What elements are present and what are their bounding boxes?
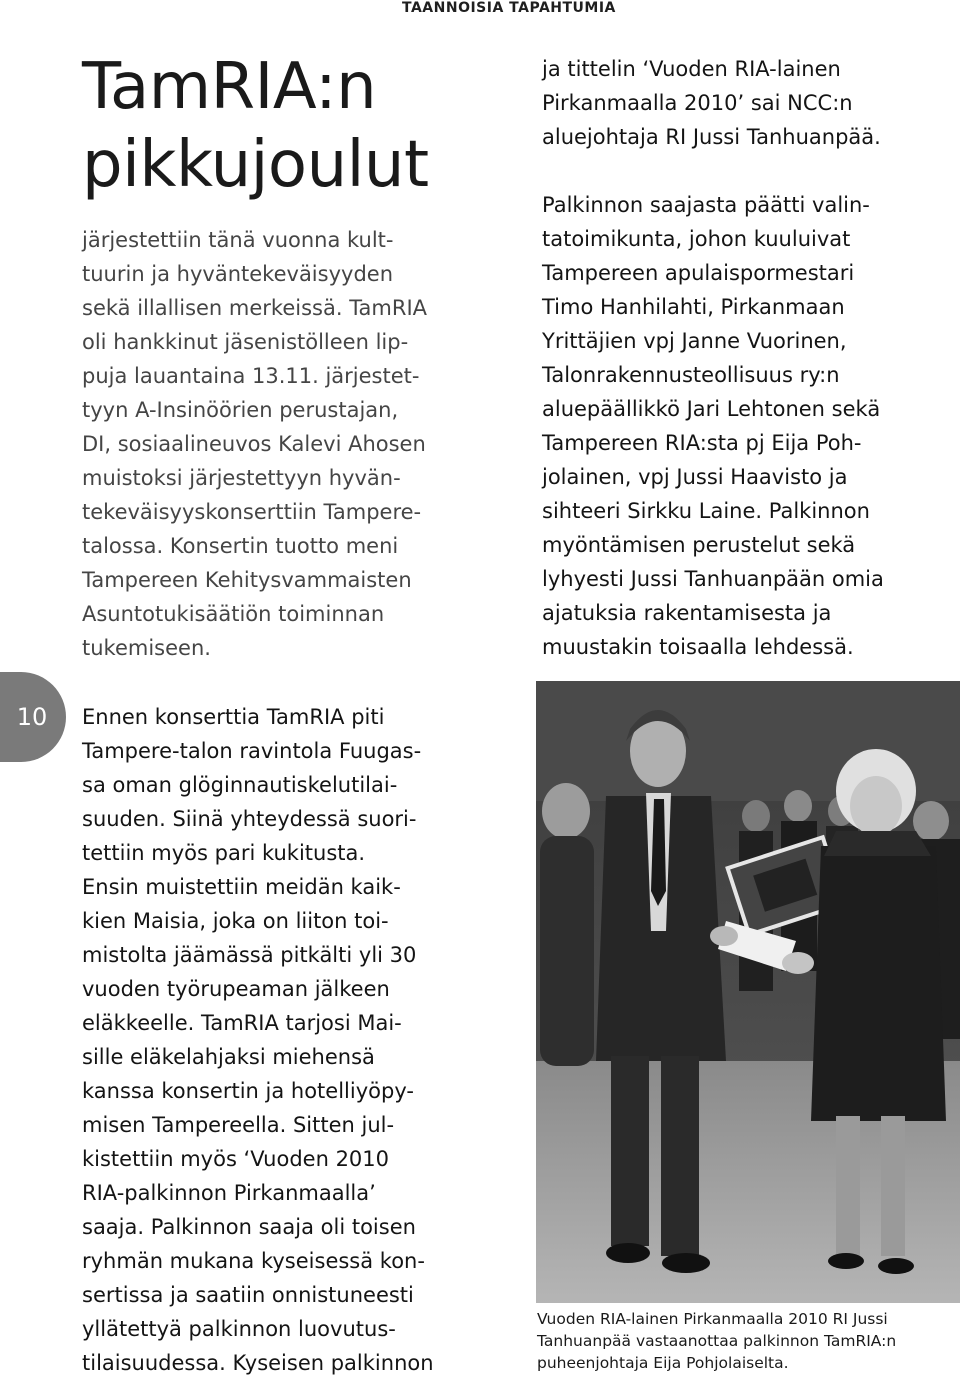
paragraph-line: Ensin muistettiin meidän kaik- (82, 875, 401, 899)
article-title-line: pikkujoulut (82, 128, 429, 202)
paragraph-line: mistolta jäämässä pitkälti yli 30 (82, 943, 417, 967)
paragraph-line: ja tittelin ‘Vuoden RIA-lainen (542, 57, 841, 81)
paragraph-line (542, 154, 884, 188)
paragraph-line: jolainen, vpj Jussi Haavisto ja (542, 465, 848, 489)
body-column-left-top (82, 223, 427, 665)
paragraph-line: tuurin ja hyväntekeväisyyden (82, 262, 394, 286)
paragraph-line: RIA-palkinnon Pirkanmaalla’ (82, 1181, 376, 1205)
paragraph-line: DI, sosiaalineuvos Kalevi Ahosen (82, 432, 426, 456)
paragraph-line: sa oman glöginnautiskelutilai- (82, 773, 398, 797)
paragraph-line: Yrittäjien vpj Janne Vuorinen, (542, 329, 847, 353)
paragraph-line: aluejohtaja RI Jussi Tanhuanpää. (542, 125, 881, 149)
paragraph-line: Asuntotukisäätiön toiminnan (82, 602, 385, 626)
body-column-left-bottom (82, 700, 434, 1380)
paragraph-line: misen Tampereella. Sitten jul- (82, 1113, 395, 1137)
paragraph-line: kanssa konsertin ja hotelliyöpy- (82, 1079, 414, 1103)
paragraph-line: kien Maisia, joka on liiton toi- (82, 909, 389, 933)
paragraph-line: järjestettiin tänä vuonna kult- (82, 228, 394, 252)
paragraph-line: lyhyesti Jussi Tanhuanpään omia (542, 567, 884, 591)
paragraph-line: Palkinnon saajasta päätti valin- (542, 193, 870, 217)
paragraph-line: tilaisuudessa. Kyseisen palkinnon (82, 1351, 434, 1375)
award-photo-illustration (536, 681, 960, 1303)
paragraph-line: ajatuksia rakentamisesta ja (542, 601, 832, 625)
paragraph-line: muustakin toisaalla lehdessä. (542, 635, 854, 659)
paragraph-line: saaja. Palkinnon saaja oli toisen (82, 1215, 416, 1239)
paragraph-line: tyyn A-Insinöörien perustajan, (82, 398, 399, 422)
paragraph-line: Ennen konserttia TamRIA piti (82, 705, 385, 729)
paragraph-line: oli hankkinut jäsenistölleen lip- (82, 330, 409, 354)
paragraph-line: Talonrakennusteollisuus ry:n (542, 363, 840, 387)
paragraph-line: Tampereen apulaispormestari (542, 261, 855, 285)
paragraph-line: Tampereen Kehitysvammaisten (82, 568, 412, 592)
caption-line: Vuoden RIA-lainen Pirkanmaalla 2010 RI Jussi (537, 1310, 888, 1328)
paragraph-line: eläkkeelle. TamRIA tarjosi Mai- (82, 1011, 402, 1035)
paragraph-line: puja lauantaina 13.11. järjestet- (82, 364, 420, 388)
paragraph-line: vuoden työrupeaman jälkeen (82, 977, 390, 1001)
article-title (82, 48, 429, 204)
paragraph-line: tatoimikunta, johon kuuluivat (542, 227, 851, 251)
article-title-line: TamRIA:n (82, 50, 377, 124)
paragraph-line: aluepäällikkö Jari Lehtonen sekä (542, 397, 881, 421)
paragraph-line: sihteeri Sirkku Laine. Palkinnon (542, 499, 870, 523)
page-number: 10 (16, 703, 48, 731)
paragraph-line: Tampere-talon ravintola Fuugas- (82, 739, 422, 763)
paragraph-line: muistoksi järjestettyyn hyvän- (82, 466, 401, 490)
paragraph-line: Timo Hanhilahti, Pirkanmaan (542, 295, 845, 319)
paragraph-line: kistettiin myös ‘Vuoden 2010 (82, 1147, 390, 1171)
paragraph-line: tukemiseen. (82, 636, 211, 660)
paragraph-line: Pirkanmaalla 2010’ sai NCC:n (542, 91, 853, 115)
paragraph-line: sertissa ja saatiin onnistuneesti (82, 1283, 414, 1307)
paragraph-line: ryhmän mukana kyseisessä kon- (82, 1249, 425, 1273)
paragraph-line: talossa. Konsertin tuotto meni (82, 534, 399, 558)
caption-line: Tanhuanpää vastaanottaa palkinnon TamRIA:n (537, 1332, 897, 1350)
paragraph-line: tettiin myös pari kukitusta. (82, 841, 366, 865)
paragraph-line: myöntämisen perustelut sekä (542, 533, 856, 557)
paragraph-line: tekeväisyyskonserttiin Tampere- (82, 500, 422, 524)
paragraph-line: yllätettyä palkinnon luovutus- (82, 1317, 396, 1341)
photo-caption (537, 1308, 896, 1374)
award-photo (536, 681, 960, 1303)
paragraph-line: sekä illallisen merkeissä. TamRIA (82, 296, 428, 320)
paragraph-line: suuden. Siinä yhteydessä suori- (82, 807, 417, 831)
paragraph-line: sille eläkelahjaksi miehensä (82, 1045, 375, 1069)
section-label: TAANNOISIA TAPAHTUMIA (402, 0, 616, 16)
body-column-right-top (542, 52, 884, 664)
caption-line: puheenjohtaja Eija Pohjolaiselta. (537, 1354, 789, 1372)
paragraph-line: Tampereen RIA:sta pj Eija Poh- (542, 431, 862, 455)
